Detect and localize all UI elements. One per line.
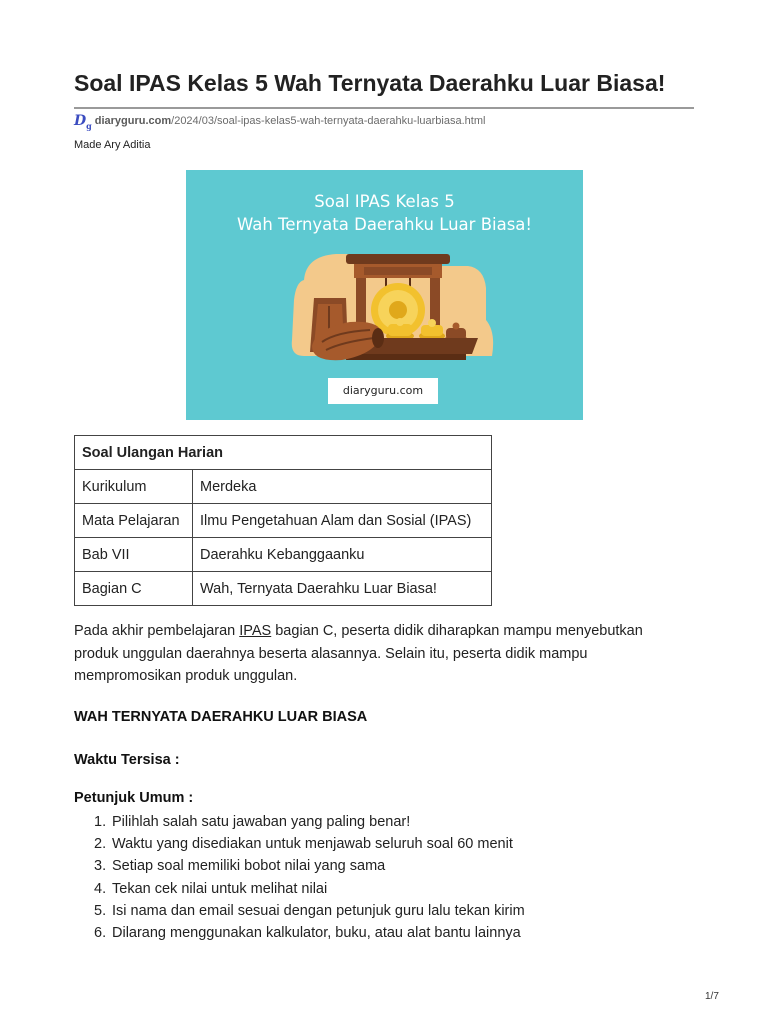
- table-cell-value: Wah, Ternyata Daerahku Luar Biasa!: [193, 572, 492, 606]
- table-row: [75, 572, 492, 606]
- table-row: [75, 470, 492, 504]
- instructions-label: Petunjuk Umum :: [74, 790, 194, 806]
- source-line[interactable]: [74, 113, 485, 129]
- page-number: 1/7: [705, 991, 719, 1002]
- table-cell-value: Daerahku Kebanggaanku: [193, 538, 492, 572]
- intro-paragraph: Pada akhir pembelajaran IPAS bagian C, peserta didik diharapkan mampu menyebutkan produk unggulan daerahnya beserta alasannya. Selain itu, peserta didik mampu mempromosikan produk unggulan.: [74, 623, 643, 684]
- list-item: 5. Isi nama dan email sesuai dengan petunjuk guru lalu tekan kirim: [94, 902, 525, 919]
- table-cell-label: Bagian C: [75, 572, 193, 606]
- list-item: 6. Dilarang menggunakan kalkulator, buku, atau alat bantu lainnya: [94, 925, 521, 942]
- time-remaining-label: Waktu Tersisa :: [74, 752, 180, 768]
- table-row: [75, 538, 492, 572]
- page-title: Soal IPAS Kelas 5 Wah Ternyata Daerahku Luar Biasa!: [74, 70, 666, 96]
- author-name: Made Ary Aditia: [74, 139, 151, 151]
- table-header: Soal Ulangan Harian: [75, 436, 492, 470]
- hero-image: [186, 170, 583, 420]
- table-header-row: [75, 436, 492, 470]
- source-domain[interactable]: diaryguru.com: [94, 115, 172, 127]
- title-divider: [74, 107, 694, 109]
- hero-site-badge: diaryguru.com: [328, 378, 438, 404]
- list-item: 2. Waktu yang disediakan untuk menjawab seluruh soal 60 menit: [94, 836, 513, 853]
- hero-title: Soal IPAS Kelas 5 Wah Ternyata Daerahku Luar Biasa!: [236, 192, 533, 234]
- list-item: 3. Setiap soal memiliki bobot nilai yang sama: [94, 858, 386, 875]
- ipas-link[interactable]: IPAS: [239, 623, 272, 639]
- info-table: [74, 435, 492, 606]
- table-cell-label: Bab VII: [75, 538, 193, 572]
- source-path[interactable]: /2024/03/soal-ipas-kelas5-wah-ternyata-daerahku-luarbiasa.html: [171, 115, 486, 127]
- section-heading: WAH TERNYATA DAERAHKU LUAR BIASA: [74, 709, 368, 725]
- table-row: [75, 504, 492, 538]
- table-cell-value: Merdeka: [193, 470, 492, 504]
- site-logo-icon: $D_g$: [74, 113, 92, 131]
- table-cell-label: Mata Pelajaran: [75, 504, 193, 538]
- list-item: 1. Pilihlah salah satu jawaban yang paling benar!: [94, 814, 411, 830]
- instructions-list: [74, 811, 525, 944]
- table-cell-value: Ilmu Pengetahuan Alam dan Sosial (IPAS): [193, 504, 492, 538]
- list-item: 4. Tekan cek nilai untuk melihat nilai: [94, 880, 328, 897]
- table-cell-label: Kurikulum: [75, 470, 193, 504]
